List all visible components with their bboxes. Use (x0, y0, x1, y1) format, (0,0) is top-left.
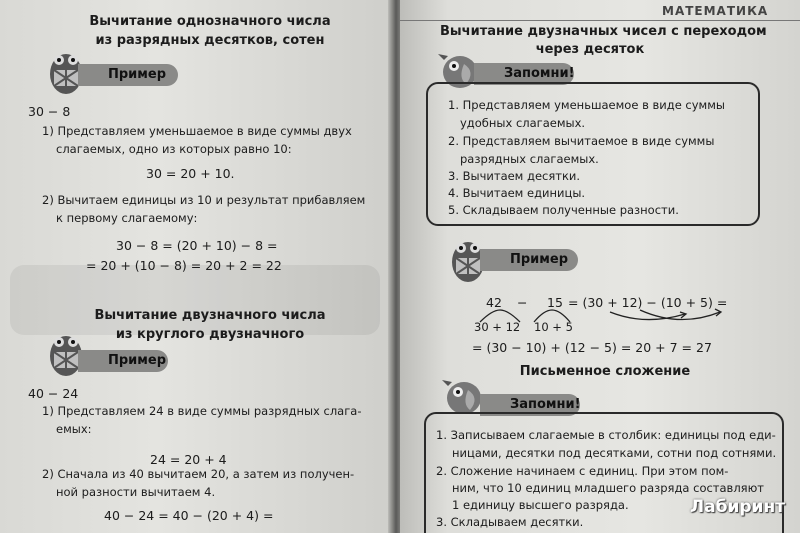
step-1-line-2: слагаемых, одно из которых равно 10: (56, 142, 292, 156)
example-2-expression: 40 − 24 (28, 386, 79, 401)
eq-decomposition: = (30 + 12) − (10 + 5) = (568, 295, 728, 310)
left-page (0, 0, 392, 533)
formula-3: = 20 + (10 − 8) = 20 + 2 = 22 (86, 258, 282, 273)
split-minuend: 30 + 12 (474, 320, 521, 334)
step-4-line-2: ной разности вычитаем 4. (56, 485, 216, 499)
eq-subtrahend: 15 (547, 295, 563, 310)
heading-3-line-1: Вычитание двузначных чисел с переходом (440, 24, 767, 39)
step-3-line-2: емых: (56, 422, 92, 436)
eq-minus: − (517, 295, 528, 310)
formula-4: 24 = 20 + 4 (150, 452, 227, 467)
example-badge-2: Пример (78, 350, 168, 372)
step-1-line-1: 1) Представляем уменьшаемое в виде суммы двух (42, 124, 352, 138)
rule-1-line-2: удобных слагаемых. (460, 116, 586, 130)
heading-2-line-1: Вычитание двузначного числа (94, 308, 326, 323)
remember-badge-1: Запомни! (474, 63, 574, 85)
right-page (400, 0, 800, 533)
rule-2-line-6: 3. Складываем десятки. (436, 515, 584, 529)
rule-2-line-2: ницами, десятки под десятками, сотни под сотнями. (452, 446, 777, 460)
section-header: МАТЕМАТИКА (662, 4, 769, 18)
rule-2-line-5: 1 единицу высшего разряда. (452, 498, 629, 512)
eq-minuend: 42 (486, 295, 502, 310)
split-subtrahend: 10 + 5 (534, 320, 573, 334)
rule-1-line-6: 4. Вычитаем единицы. (448, 186, 586, 200)
heading-2-line-2: из круглого двузначного (115, 327, 305, 342)
formula-1: 30 = 20 + 10. (146, 166, 235, 181)
remember-badge-2: Запомни! (480, 394, 580, 416)
example-1-expression: 30 − 8 (28, 104, 71, 119)
rule-1-line-7: 5. Складываем полученные разности. (448, 203, 679, 217)
rule-2-line-1: 1. Записываем слагаемые в столбик: единицы под еди- (436, 428, 776, 442)
formula-5: 40 − 24 = 40 − (20 + 4) = (104, 508, 274, 523)
heading-3-line-2: через десяток (535, 42, 645, 57)
formula-2: 30 − 8 = (20 + 10) − 8 = (116, 238, 278, 253)
step-2-line-1: 2) Вычитаем единицы из 10 и результат прибавляем (42, 193, 366, 207)
rule-1-line-5: 3. Вычитаем десятки. (448, 169, 581, 183)
step-3-line-1: 1) Представляем 24 в виде суммы разрядных слага- (42, 404, 362, 418)
example-badge-1: Пример (78, 64, 178, 86)
rule-2-line-4: ним, что 10 единиц младшего разряда составляют (452, 481, 764, 495)
rule-1-line-4: разрядных слагаемых. (460, 152, 599, 166)
eq-result: = (30 − 10) + (12 − 5) = 20 + 7 = 27 (472, 340, 712, 355)
heading-4: Письменное сложение (519, 364, 691, 379)
heading-1-line-1: Вычитание однозначного числа (89, 14, 331, 29)
rule-1-line-3: 2. Представляем вычитаемое в виде суммы (448, 134, 715, 148)
step-2-line-2: к первому слагаемому: (56, 211, 198, 225)
header-rule (400, 20, 800, 21)
step-4-line-1: 2) Сначала из 40 вычитаем 20, а затем из получен- (42, 467, 355, 481)
rule-2-line-3: 2. Сложение начинаем с единиц. При этом пом- (436, 464, 729, 478)
heading-1-line-2: из разрядных десятков, сотен (95, 33, 325, 48)
faint-bleed (10, 265, 380, 335)
rule-1-line-1: 1. Представляем уменьшаемое в виде суммы (448, 98, 725, 112)
watermark-logo: Лабиринт (690, 497, 786, 517)
example-badge-3: Пример (480, 249, 578, 271)
